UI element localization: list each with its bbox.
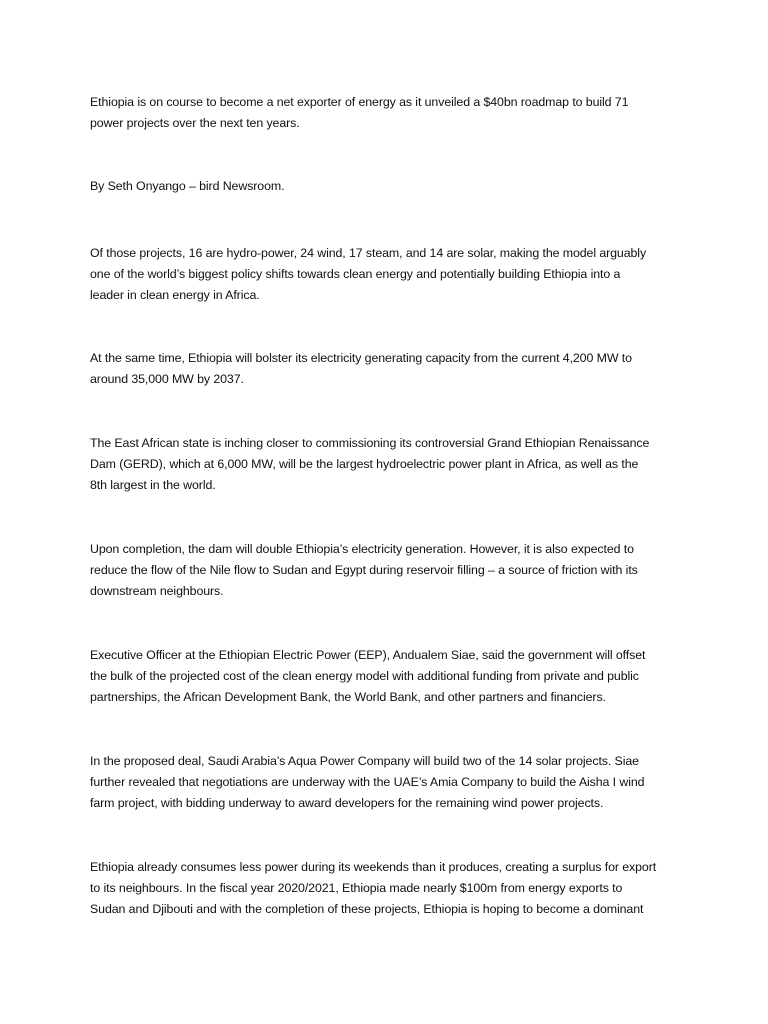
paragraph-intro (90, 92, 690, 134)
text-line: At the same time, Ethiopia will bolster its electricity generating capacity from the current 4,200 MW to (90, 351, 632, 365)
paragraph-capacity (90, 348, 690, 390)
paragraph-deal (90, 751, 690, 814)
text-line: Ethiopia is on course to become a net exporter of energy as it unveiled a $40bn roadmap to build 71 (90, 95, 629, 109)
text-line: In the proposed deal, Saudi Arabia’s Aqua Power Company will build two of the 14 solar projects. Siae (90, 754, 639, 768)
text-line: to its neighbours. In the fiscal year 2020/2021, Ethiopia made nearly $100m from energy exports to (90, 881, 623, 895)
text-line: around 35,000 MW by 2037. (90, 372, 244, 386)
text-line: leader in clean energy in Africa. (90, 288, 260, 302)
text-line: Of those projects, 16 are hydro-power, 24 wind, 17 steam, and 14 are solar, making the model arguably (90, 246, 647, 260)
text-line: Upon completion, the dam will double Ethiopia’s electricity generation. However, it is also expected to (90, 542, 634, 556)
text-line: power projects over the next ten years. (90, 116, 300, 130)
text-line: reduce the flow of the Nile flow to Sudan and Egypt during reservoir filling – a source of friction with its (90, 563, 638, 577)
text-line: farm project, with bidding underway to award developers for the remaining wind power projects. (90, 796, 604, 810)
text-line: Ethiopia already consumes less power during its weekends than it produces, creating a surplus for export (90, 860, 657, 874)
byline (90, 176, 690, 197)
paragraph-funding (90, 645, 690, 708)
text-line: Sudan and Djibouti and with the completion of these projects, Ethiopia is hoping to become a dominant (90, 902, 644, 916)
text-line: downstream neighbours. (90, 584, 224, 598)
text-line: one of the world’s biggest policy shifts towards clean energy and potentially building Ethiopia into a (90, 267, 621, 281)
text-line: The East African state is inching closer to commissioning its controversial Grand Ethiopian Renaissance (90, 436, 650, 450)
paragraph-gerd (90, 433, 690, 496)
paragraph-completion (90, 539, 690, 602)
text-line: further revealed that negotiations are underway with the UAE’s Amia Company to build the Aisha I wind (90, 775, 645, 789)
text-line: Dam (GERD), which at 6,000 MW, will be the largest hydroelectric power plant in Africa, as well as the (90, 457, 639, 471)
text-line: 8th largest in the world. (90, 478, 216, 492)
text-line: partnerships, the African Development Bank, the World Bank, and other partners and financiers. (90, 690, 606, 704)
text-line: the bulk of the projected cost of the clean energy model with additional funding from private and public (90, 669, 639, 683)
paragraph-projects (90, 243, 690, 306)
paragraph-exports (90, 857, 690, 920)
text-line: By Seth Onyango – bird Newsroom. (90, 179, 285, 193)
text-line: Executive Officer at the Ethiopian Electric Power (EEP), Andualem Siae, said the government will offset (90, 648, 646, 662)
